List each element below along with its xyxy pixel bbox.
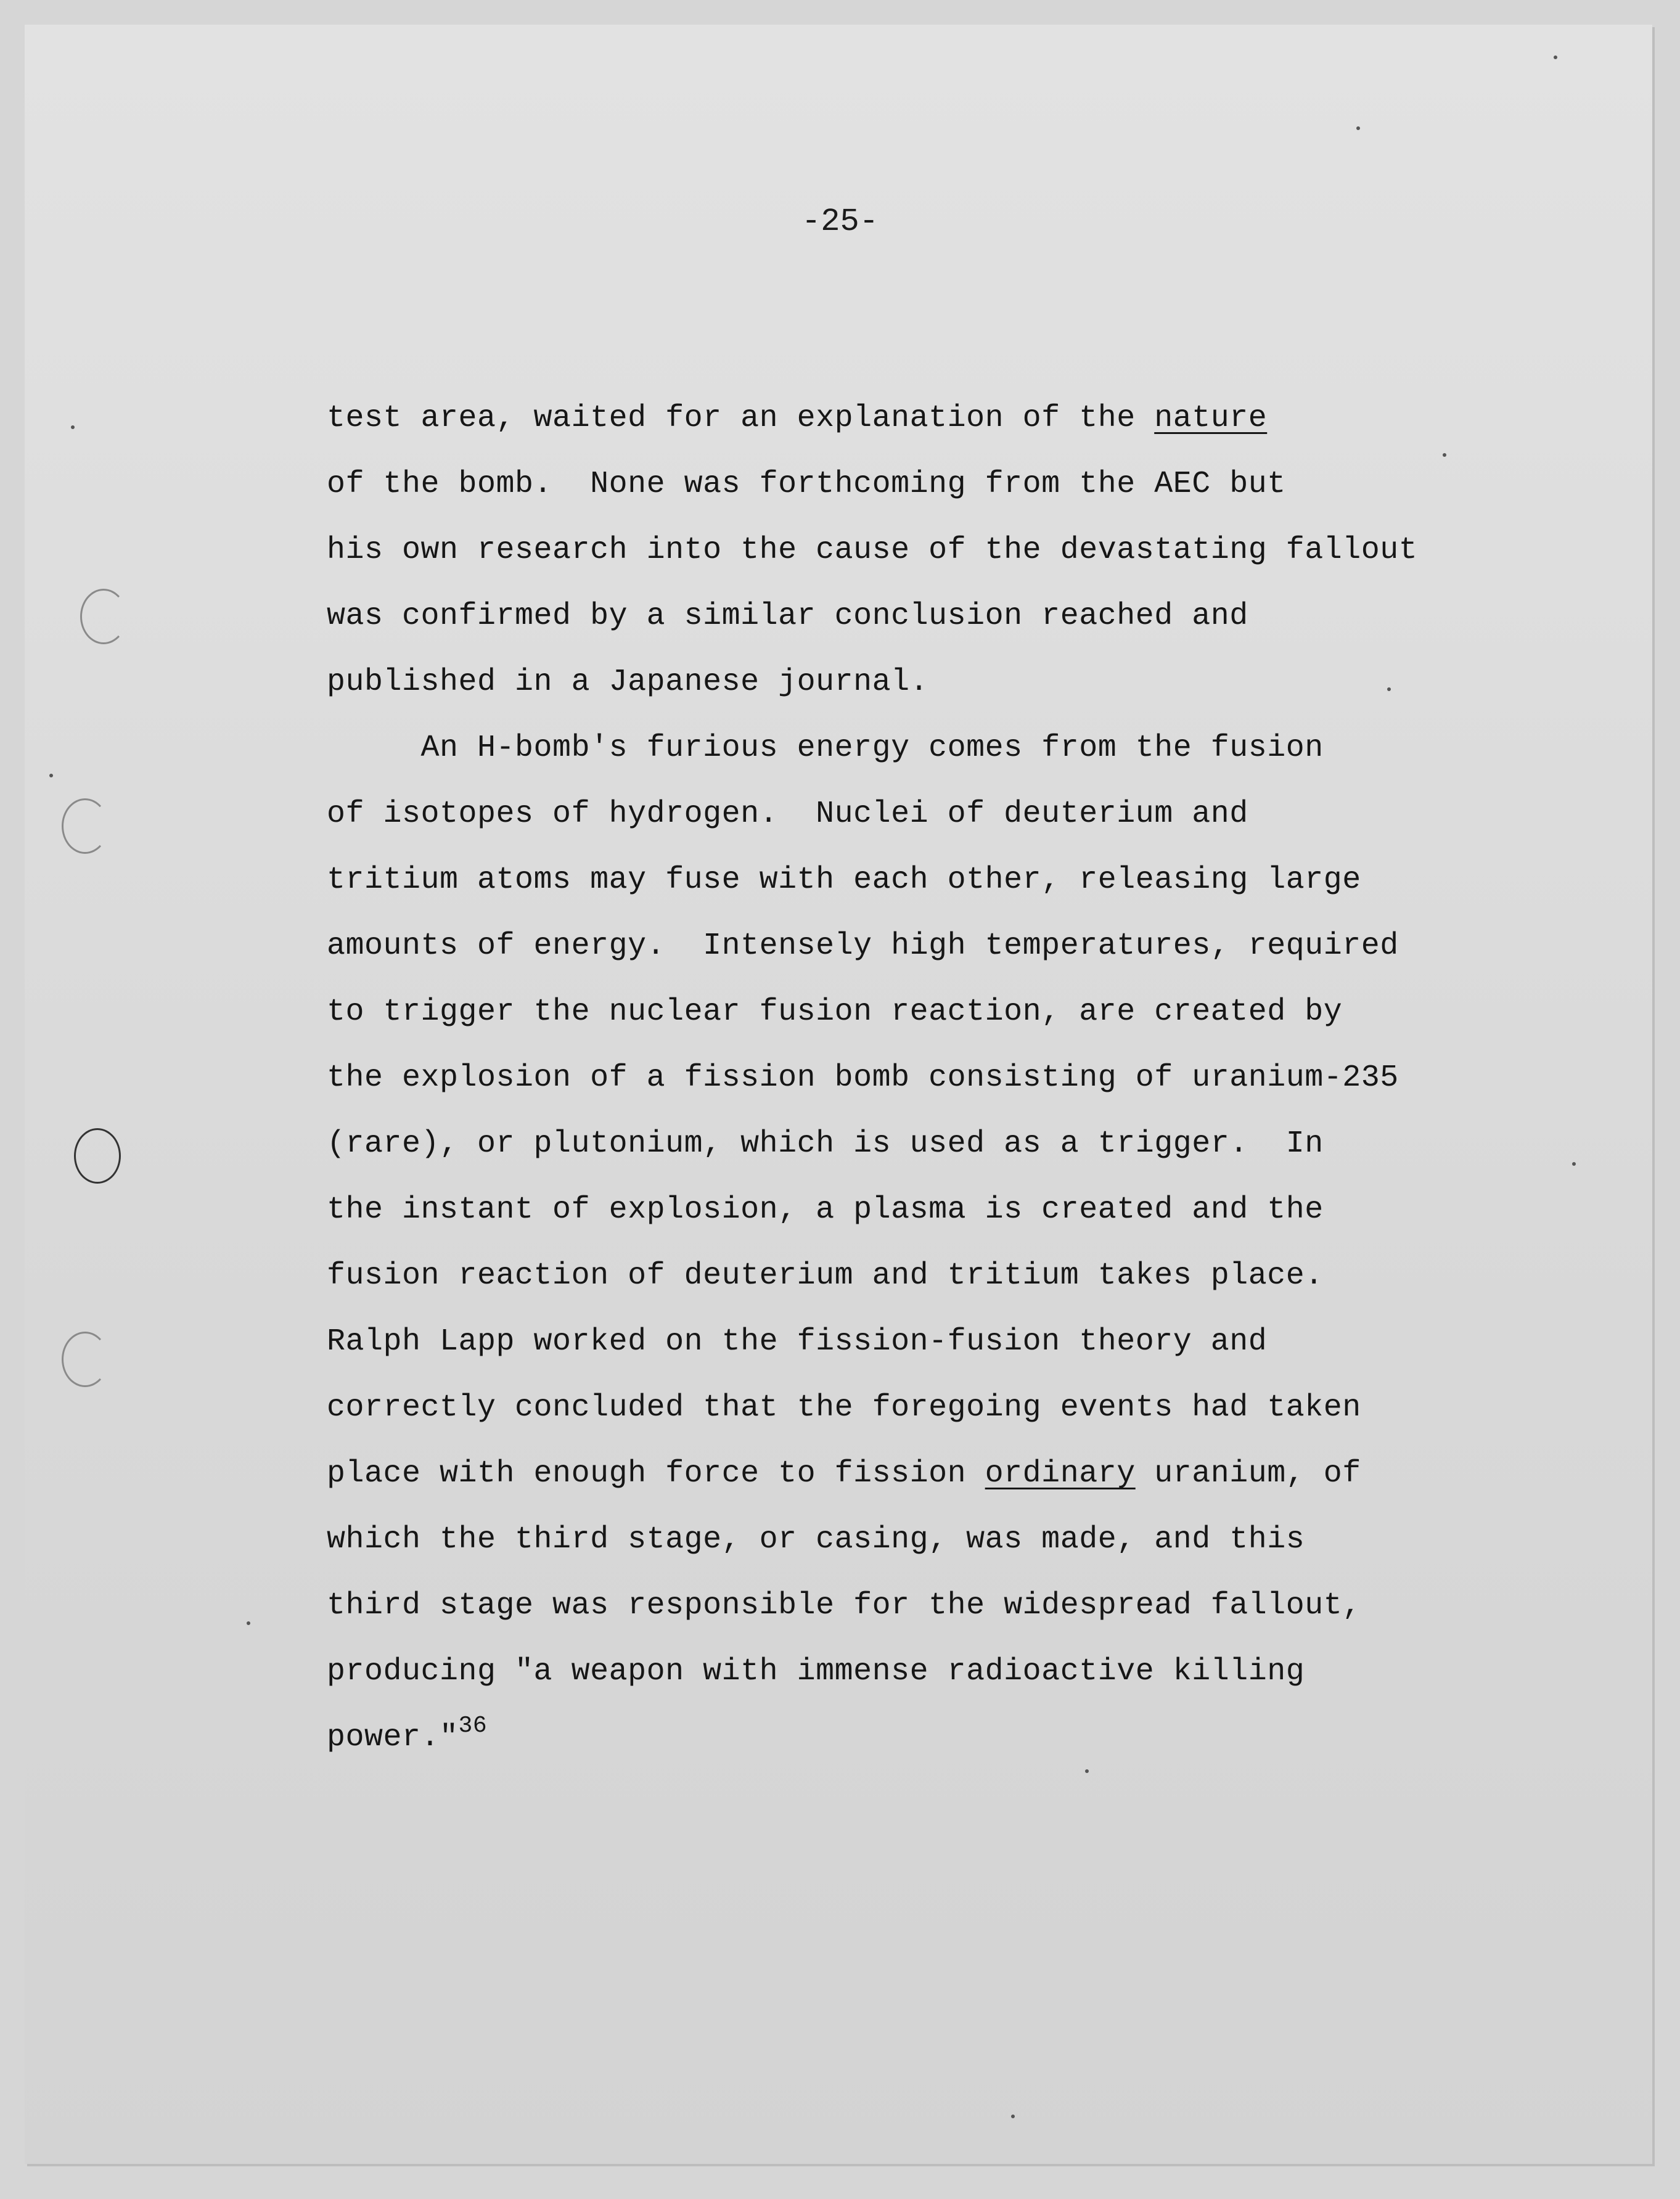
- scan-speck: [1572, 1162, 1576, 1166]
- text-line: published in a Japanese journal.: [327, 665, 929, 700]
- text-line: place with enough force to fission ordinary uranium, of: [327, 1456, 1361, 1491]
- text-line: of the bomb. None was forthcoming from the AEC but: [327, 467, 1286, 502]
- text-line: to trigger the nuclear fusion reaction, are created by: [327, 994, 1343, 1030]
- text-line: tritium atoms may fuse with each other, releasing large: [327, 862, 1361, 898]
- page-number: -25-: [801, 203, 879, 240]
- text-line: power."$^{36}$: [327, 1713, 488, 1755]
- text-line: Ralph Lapp worked on the fission-fusion theory and: [327, 1324, 1268, 1359]
- text-line: the explosion of a fission bomb consisting of uranium-235: [327, 1060, 1399, 1095]
- scan-speck: [1356, 126, 1360, 130]
- scan-speck: [1554, 55, 1557, 59]
- punch-hole: [62, 798, 109, 854]
- punch-hole: [74, 1128, 121, 1184]
- text-line: the instant of explosion, a plasma is created and the: [327, 1192, 1324, 1227]
- text-line: fusion reaction of deuterium and tritium takes place.: [327, 1258, 1324, 1293]
- text-line: which the third stage, or casing, was made, and this: [327, 1522, 1305, 1557]
- footnote-reference: 36: [458, 1713, 488, 1739]
- text-line: of isotopes of hydrogen. Nuclei of deuterium and: [327, 796, 1248, 832]
- punch-hole: [80, 589, 127, 644]
- text-line: was confirmed by a similar conclusion reached and: [327, 599, 1248, 634]
- scan-speck: [49, 774, 53, 777]
- text-line: (rare), or plutonium, which is used as a trigger. In: [327, 1126, 1324, 1161]
- underlined-word: ordinary: [985, 1456, 1136, 1491]
- text-line: test area, waited for an explanation of the nature: [327, 401, 1268, 436]
- text-line: his own research into the cause of the devastating fallout: [327, 533, 1418, 568]
- scan-speck: [247, 1621, 250, 1625]
- scan-speck: [1011, 2115, 1015, 2118]
- text-line: amounts of energy. Intensely high temperatures, required: [327, 928, 1399, 964]
- text-line: An H-bomb's furious energy comes from the fusion: [327, 731, 1324, 766]
- text-line: producing "a weapon with immense radioactive killing: [327, 1654, 1305, 1689]
- scan-speck: [71, 425, 75, 429]
- body-text: [327, 385, 1529, 1771]
- text-line: third stage was responsible for the widespread fallout,: [327, 1588, 1361, 1623]
- punch-hole: [62, 1332, 109, 1387]
- text-line: correctly concluded that the foregoing events had taken: [327, 1390, 1361, 1425]
- underlined-word: nature: [1154, 401, 1268, 436]
